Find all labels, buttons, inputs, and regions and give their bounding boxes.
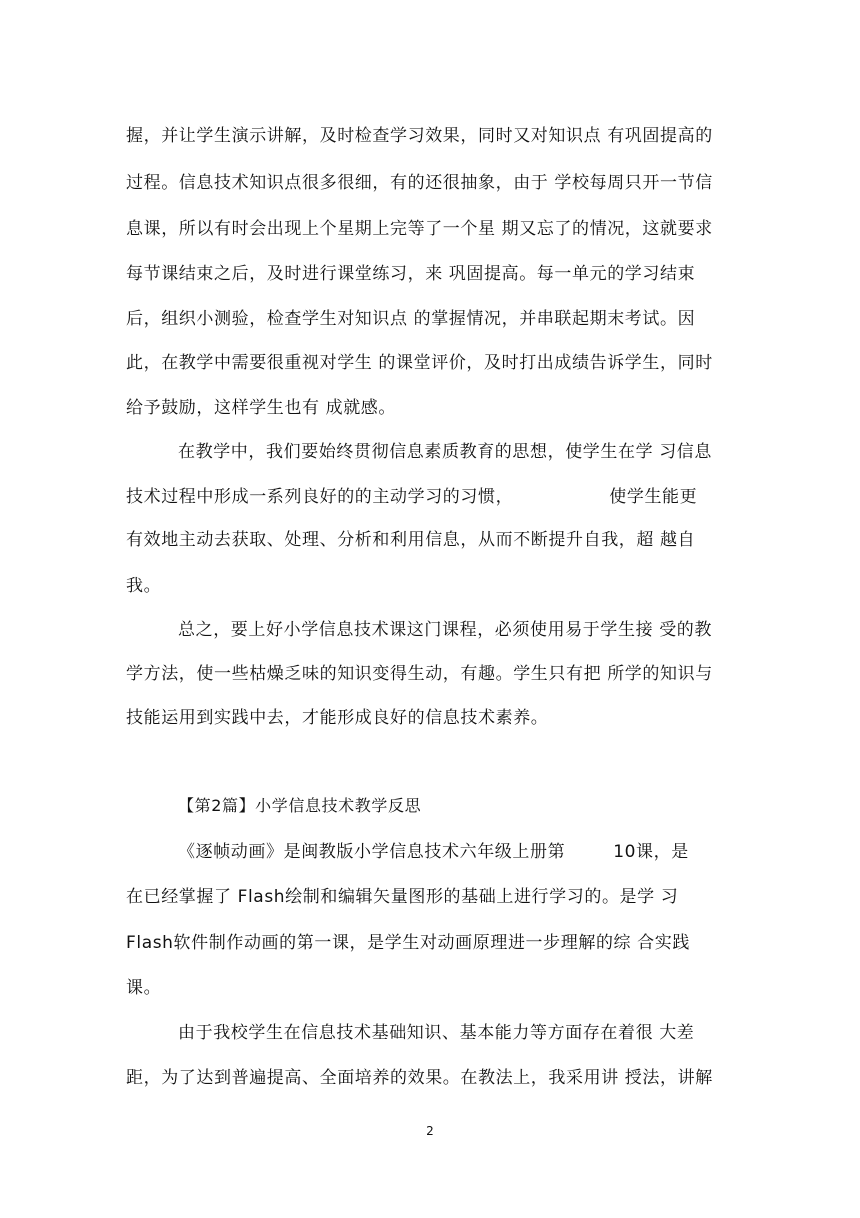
text-line: 握，并让学生演示讲解，及时检查学习效果，同时又对知识点 有巩固提高的 xyxy=(126,126,713,146)
text-line: Flash软件制作动画的第一课，是学生对动画原理进一步理解的综 合实践 xyxy=(126,933,690,953)
section-heading: 【第2篇】小学信息技术教学反思 xyxy=(178,796,422,815)
text-line: 息课，所以有时会出现上个星期上完等了一个星 期又忘了的情况，这就要求 xyxy=(126,219,713,239)
text-line: 给予鼓励，这样学生也有 成就感。 xyxy=(126,398,397,418)
page-number: 2 xyxy=(426,1124,434,1138)
text-line: 总之，要上好小学信息技术课这门课程，必须使用易于学生接 受的教 xyxy=(178,620,713,640)
text-line: 在已经掌握了 Flash绘制和编辑矢量图形的基础上进行学习的。是学 习 xyxy=(126,887,679,907)
text-line: 距，为了达到普遍提高、全面培养的效果。在教法上，我采用讲 授法，讲解 xyxy=(126,1068,713,1088)
text-line: 技术过程中形成一系列良好的的主动学习的习惯， 使学生能更 xyxy=(126,487,698,507)
text-line: 在教学中，我们要始终贯彻信息素质教育的思想，使学生在学 习信息 xyxy=(178,442,713,462)
text-line: 技能运用到实践中去，才能形成良好的信息技术素养。 xyxy=(126,708,549,728)
text-line: 学方法，使一些枯燥乏味的知识变得生动，有趣。学生只有把 所学的知识与 xyxy=(126,664,713,684)
text-line: 《逐帧动画》是闽教版小学信息技术六年级上册第 10课，是 xyxy=(178,842,689,862)
text-line: 此，在教学中需要很重视对学生 的课堂评价，及时打出成绩告诉学生，同时 xyxy=(126,353,713,373)
text-line: 由于我校学生在信息技术基础知识、基本能力等方面存在着很 大差 xyxy=(178,1023,695,1043)
text-line: 我。 xyxy=(126,576,162,596)
text-line: 每节课结束之后，及时进行课堂练习，来 巩固提高。每一单元的学习结束 xyxy=(126,264,696,284)
text-line: 课。 xyxy=(126,978,162,998)
text-line: 后，组织小测验，检查学生对知识点 的掌握情况，并串联起期末考试。因 xyxy=(126,309,696,329)
text-line: 过程。信息技术知识点很多很细，有的还很抽象，由于 学校每周只开一节信 xyxy=(126,173,713,193)
text-line: 有效地主动去获取、处理、分析和利用信息，从而不断提升自我，超 越自 xyxy=(126,530,696,550)
